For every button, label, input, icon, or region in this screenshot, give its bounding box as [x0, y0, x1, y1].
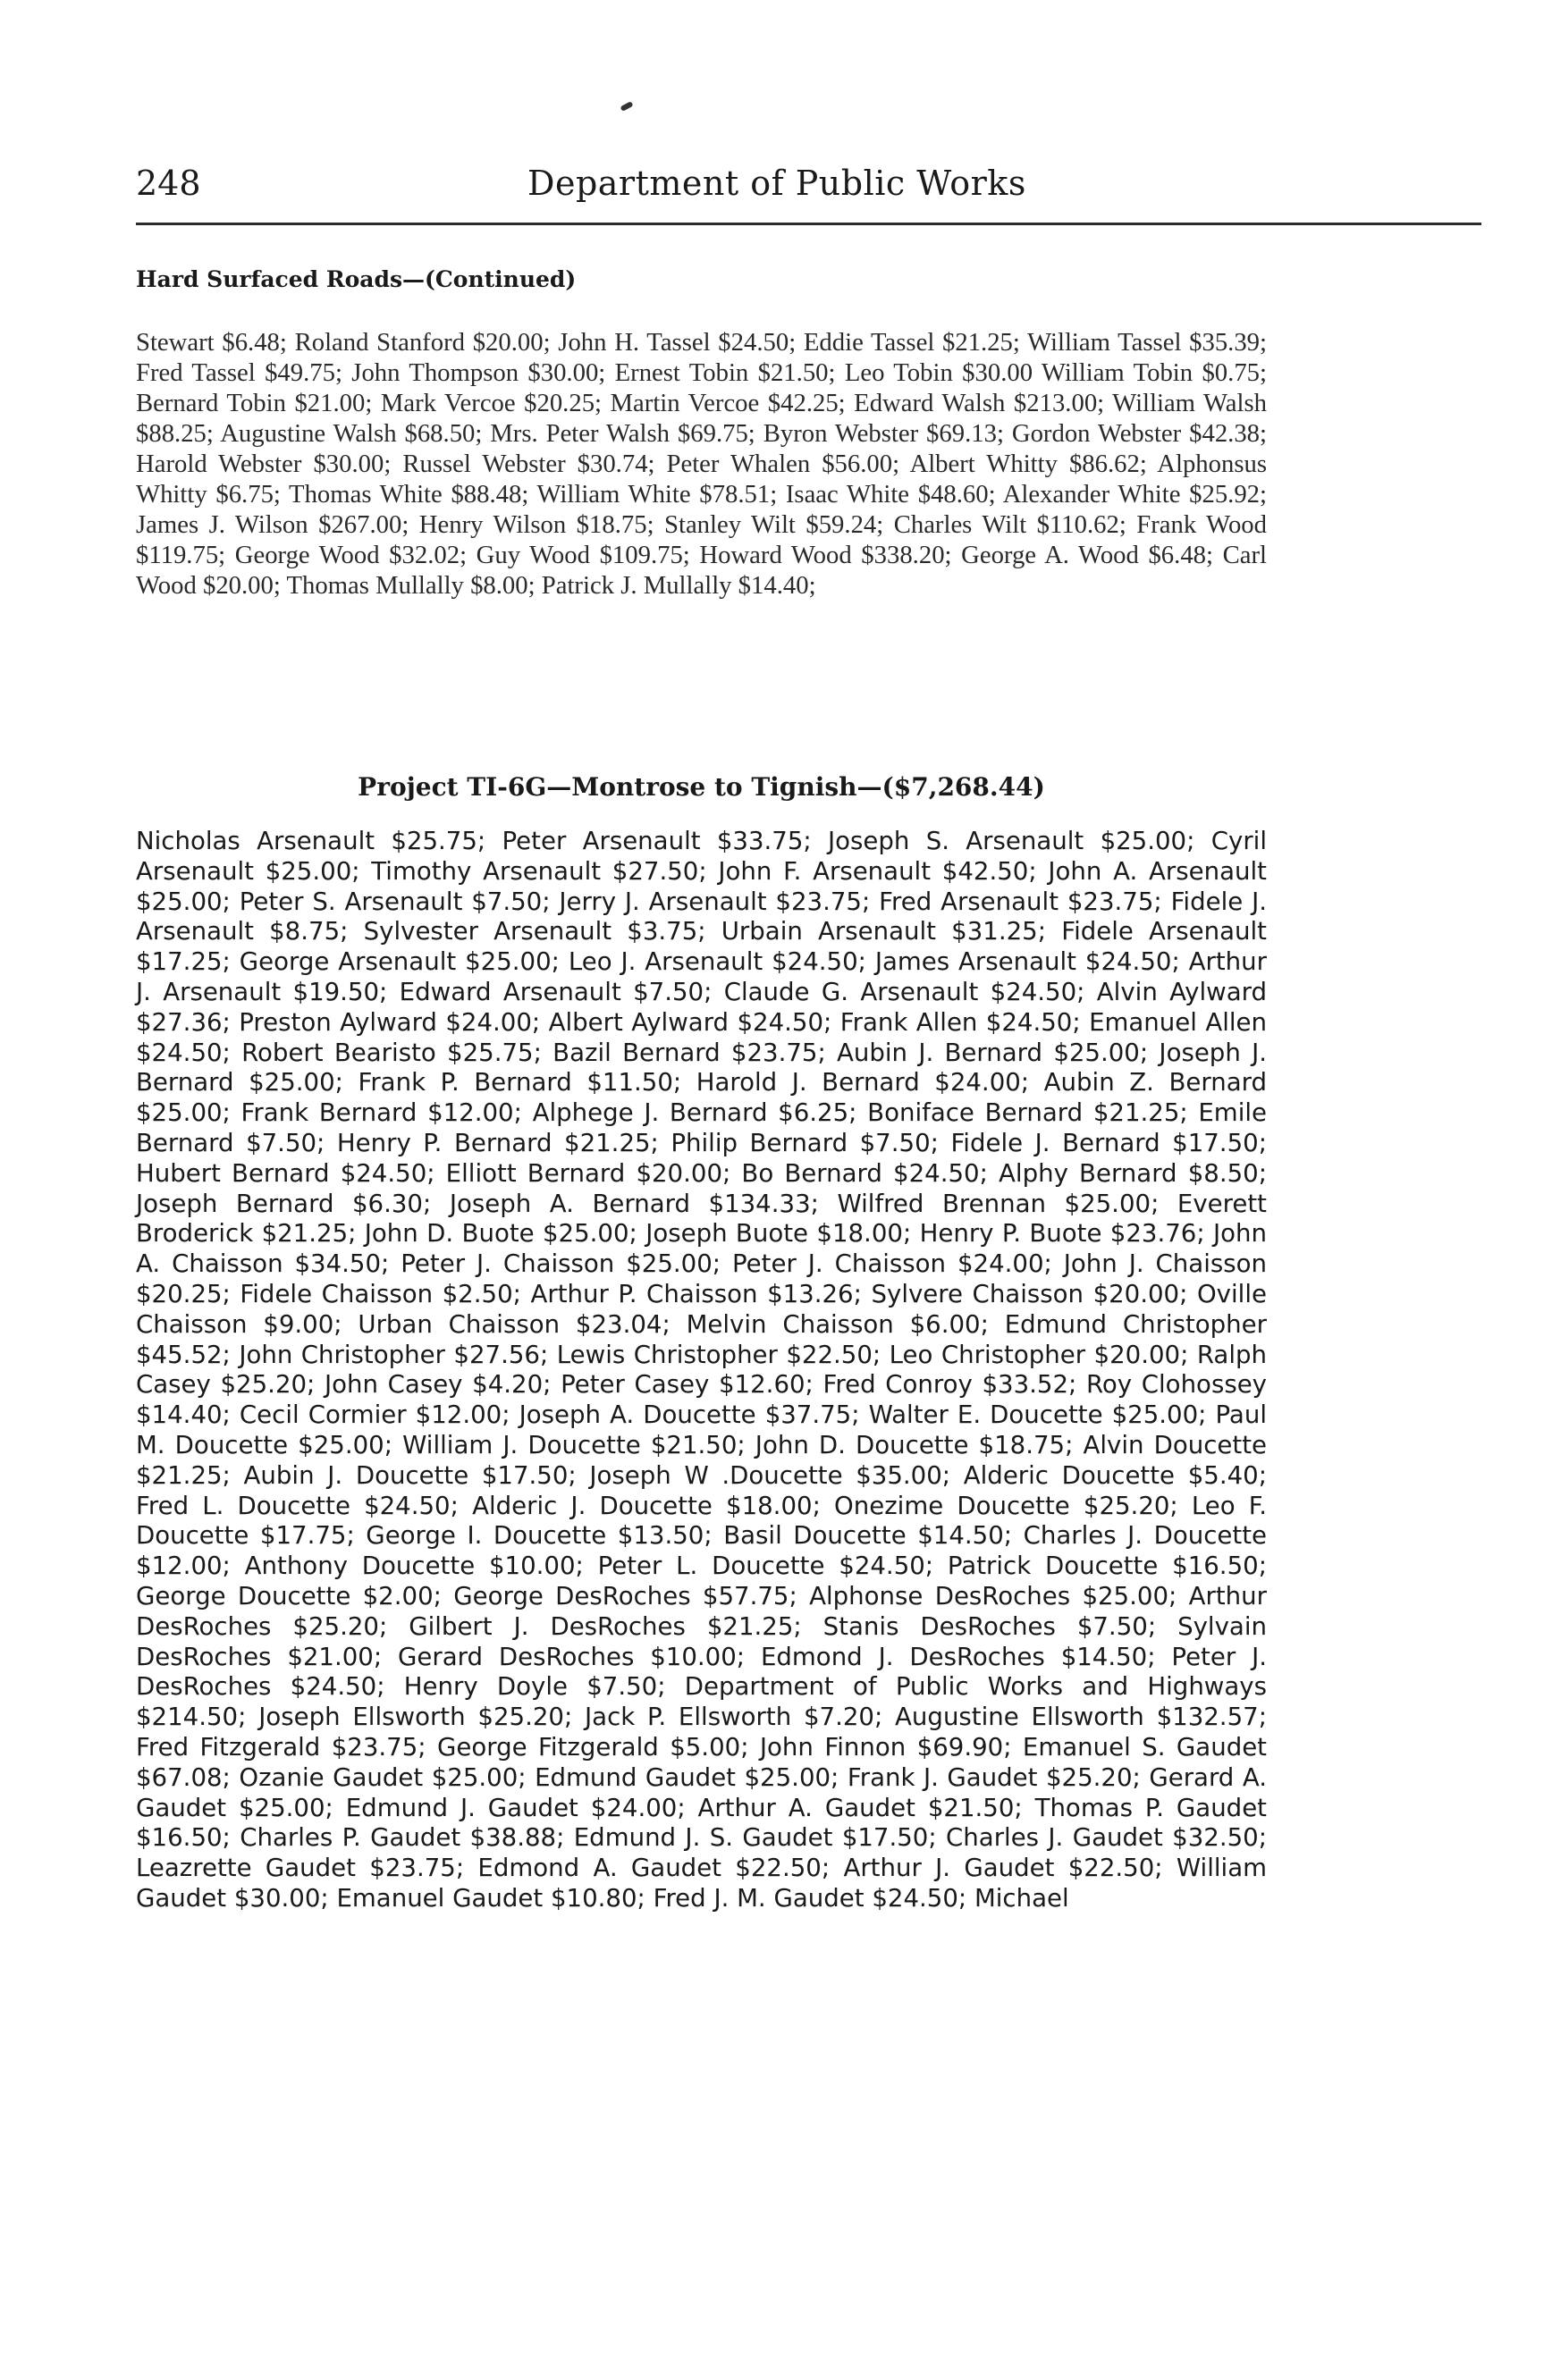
- running-head: Department of Public Works: [527, 164, 1026, 203]
- continued-payments-paragraph: Stewart $6.48; Roland Stanford $20.00; John H. Tassel $24.50; Eddie Tassel $21.25; William Tassel $35.39; Fred Tassel $49.75; John Thompson $30.00; Ernest Tobin $21.50; Leo Tobin $30.00 William Tobin $0.75; Bernard Tobin $21.00; Mark Vercoe $20.25; Martin Vercoe $42.25; Edward Walsh $213.00; William Walsh $88.25; Augustine Walsh $68.50; Mrs. Peter Walsh $69.75; Byron Webster $69.13; Gordon Webster $42.38; Harold Webster $30.00; Russel Webster $30.74; Peter Whalen $56.00; Albert Whitty $86.62; Alphonsus Whitty $6.75; Thomas White $88.48; William White $78.51; Isaac White $48.60; Alexander White $25.92; James J. Wilson $267.00; Henry Wilson $18.75; Stanley Wilt $59.24; Charles Wilt $110.62; Frank Wood $119.75; George Wood $32.02; Guy Wood $109.75; Howard Wood $338.20; George A. Wood $6.48; Carl Wood $20.00; Thomas Mullally $8.00; Patrick J. Mullally $14.40;: [136, 328, 1267, 600]
- page-number: 248: [136, 164, 201, 203]
- header-rule: [136, 223, 1481, 225]
- page-header: [136, 163, 1267, 207]
- ink-mark: [620, 101, 633, 112]
- project-title: Project TI-6G—Montrose to Tignish—($7,268.44): [358, 772, 1045, 802]
- section-subhead: Hard Surfaced Roads—(Continued): [136, 266, 577, 292]
- project-payments-paragraph: Nicholas Arsenault $25.75; Peter Arsenault $33.75; Joseph S. Arsenault $25.00; Cyril Arsenault $25.00; Timothy Arsenault $27.50; John F. Arsenault $42.50; John A. Arsenault $25.00; Peter S. Arsenault $7.50; Jerry J. Arsenault $23.75; Fred Arsenault $23.75; Fidele J. Arsenault $8.75; Sylvester Arsenault $3.75; Urbain Arsenault $31.25; Fidele Arsenault $17.25; George Arsenault $25.00; Leo J. Arsenault $24.50; James Arsenault $24.50; Arthur J. Arsenault $19.50; Edward Arsenault $7.50; Claude G. Arsenault $24.50; Alvin Aylward $27.36; Preston Aylward $24.00; Albert Aylward $24.50; Frank Allen $24.50; Emanuel Allen $24.50; Robert Bearisto $25.75; Bazil Bernard $23.75; Aubin J. Bernard $25.00; Joseph J. Bernard $25.00; Frank P. Bernard $11.50; Harold J. Bernard $24.00; Aubin Z. Bernard $25.00; Frank Bernard $12.00; Alphege J. Bernard $6.25; Boniface Bernard $21.25; Emile Bernard $7.50; Henry P. Bernard $21.25; Philip Bernard $7.50; Fidele J. Bernard $17.50; Hubert Bernard $24.50; Elliott Bernard $20.00; Bo Bernard $24.50; Alphy Bernard $8.50; Joseph Bernard $6.30; Joseph A. Bernard $134.33; Wilfred Brennan $25.00; Everett Broderick $21.25; John D. Buote $25.00; Joseph Buote $18.00; Henry P. Buote $23.76; John A. Chaisson $34.50; Peter J. Chaisson $25.00; Peter J. Chaisson $24.00; John J. Chaisson $20.25; Fidele Chaisson $2.50; Arthur P. Chaisson $13.26; Sylvere Chaisson $20.00; Oville Chaisson $9.00; Urban Chaisson $23.04; Melvin Chaisson $6.00; Edmund Christopher $45.52; John Christopher $27.56; Lewis Christopher $22.50; Leo Christopher $20.00; Ralph Casey $25.20; John Casey $4.20; Peter Casey $12.60; Fred Conroy $33.52; Roy Clohossey $14.40; Cecil Cormier $12.00; Joseph A. Doucette $37.75; Walter E. Doucette $25.00; Paul M. Doucette $25.00; William J. Doucette $21.50; John D. Doucette $18.75; Alvin Doucette $21.25; Aubin J. Doucette $17.50; Joseph W .Doucette $35.00; Alderic Doucette $5.40; Fred L. Doucette $24.50; Alderic J. Doucette $18.00; Onezime Doucette $25.20; Leo F. Doucette $17.75; George I. Doucette $13.50; Basil Doucette $14.50; Charles J. Doucette $12.00; Anthony Doucette $10.00; Peter L. Doucette $24.50; Patrick Doucette $16.50; George Doucette $2.00; George DesRoches $57.75; Alphonse DesRoches $25.00; Arthur DesRoches $25.20; Gilbert J. DesRoches $21.25; Stanis DesRoches $7.50; Sylvain DesRoches $21.00; Gerard DesRoches $10.00; Edmond J. DesRoches $14.50; Peter J. DesRoches $24.50; Henry Doyle $7.50; Department of Public Works and Highways $214.50; Joseph Ellsworth $25.20; Jack P. Ellsworth $7.20; Augustine Ellsworth $132.57; Fred Fitzgerald $23.75; George Fitzgerald $5.00; John Finnon $69.90; Emanuel S. Gaudet $67.08; Ozanie Gaudet $25.00; Edmund Gaudet $25.00; Frank J. Gaudet $25.20; Gerard A. Gaudet $25.00; Edmund J. Gaudet $24.00; Arthur A. Gaudet $21.50; Thomas P. Gaudet $16.50; Charles P. Gaudet $38.88; Edmund J. S. Gaudet $17.50; Charles J. Gaudet $32.50; Leazrette Gaudet $23.75; Edmond A. Gaudet $22.50; Arthur J. Gaudet $22.50; William Gaudet $30.00; Emanuel Gaudet $10.80; Fred J. M. Gaudet $24.50; Michael: [136, 826, 1267, 1913]
- document-page: [136, 0, 1267, 2380]
